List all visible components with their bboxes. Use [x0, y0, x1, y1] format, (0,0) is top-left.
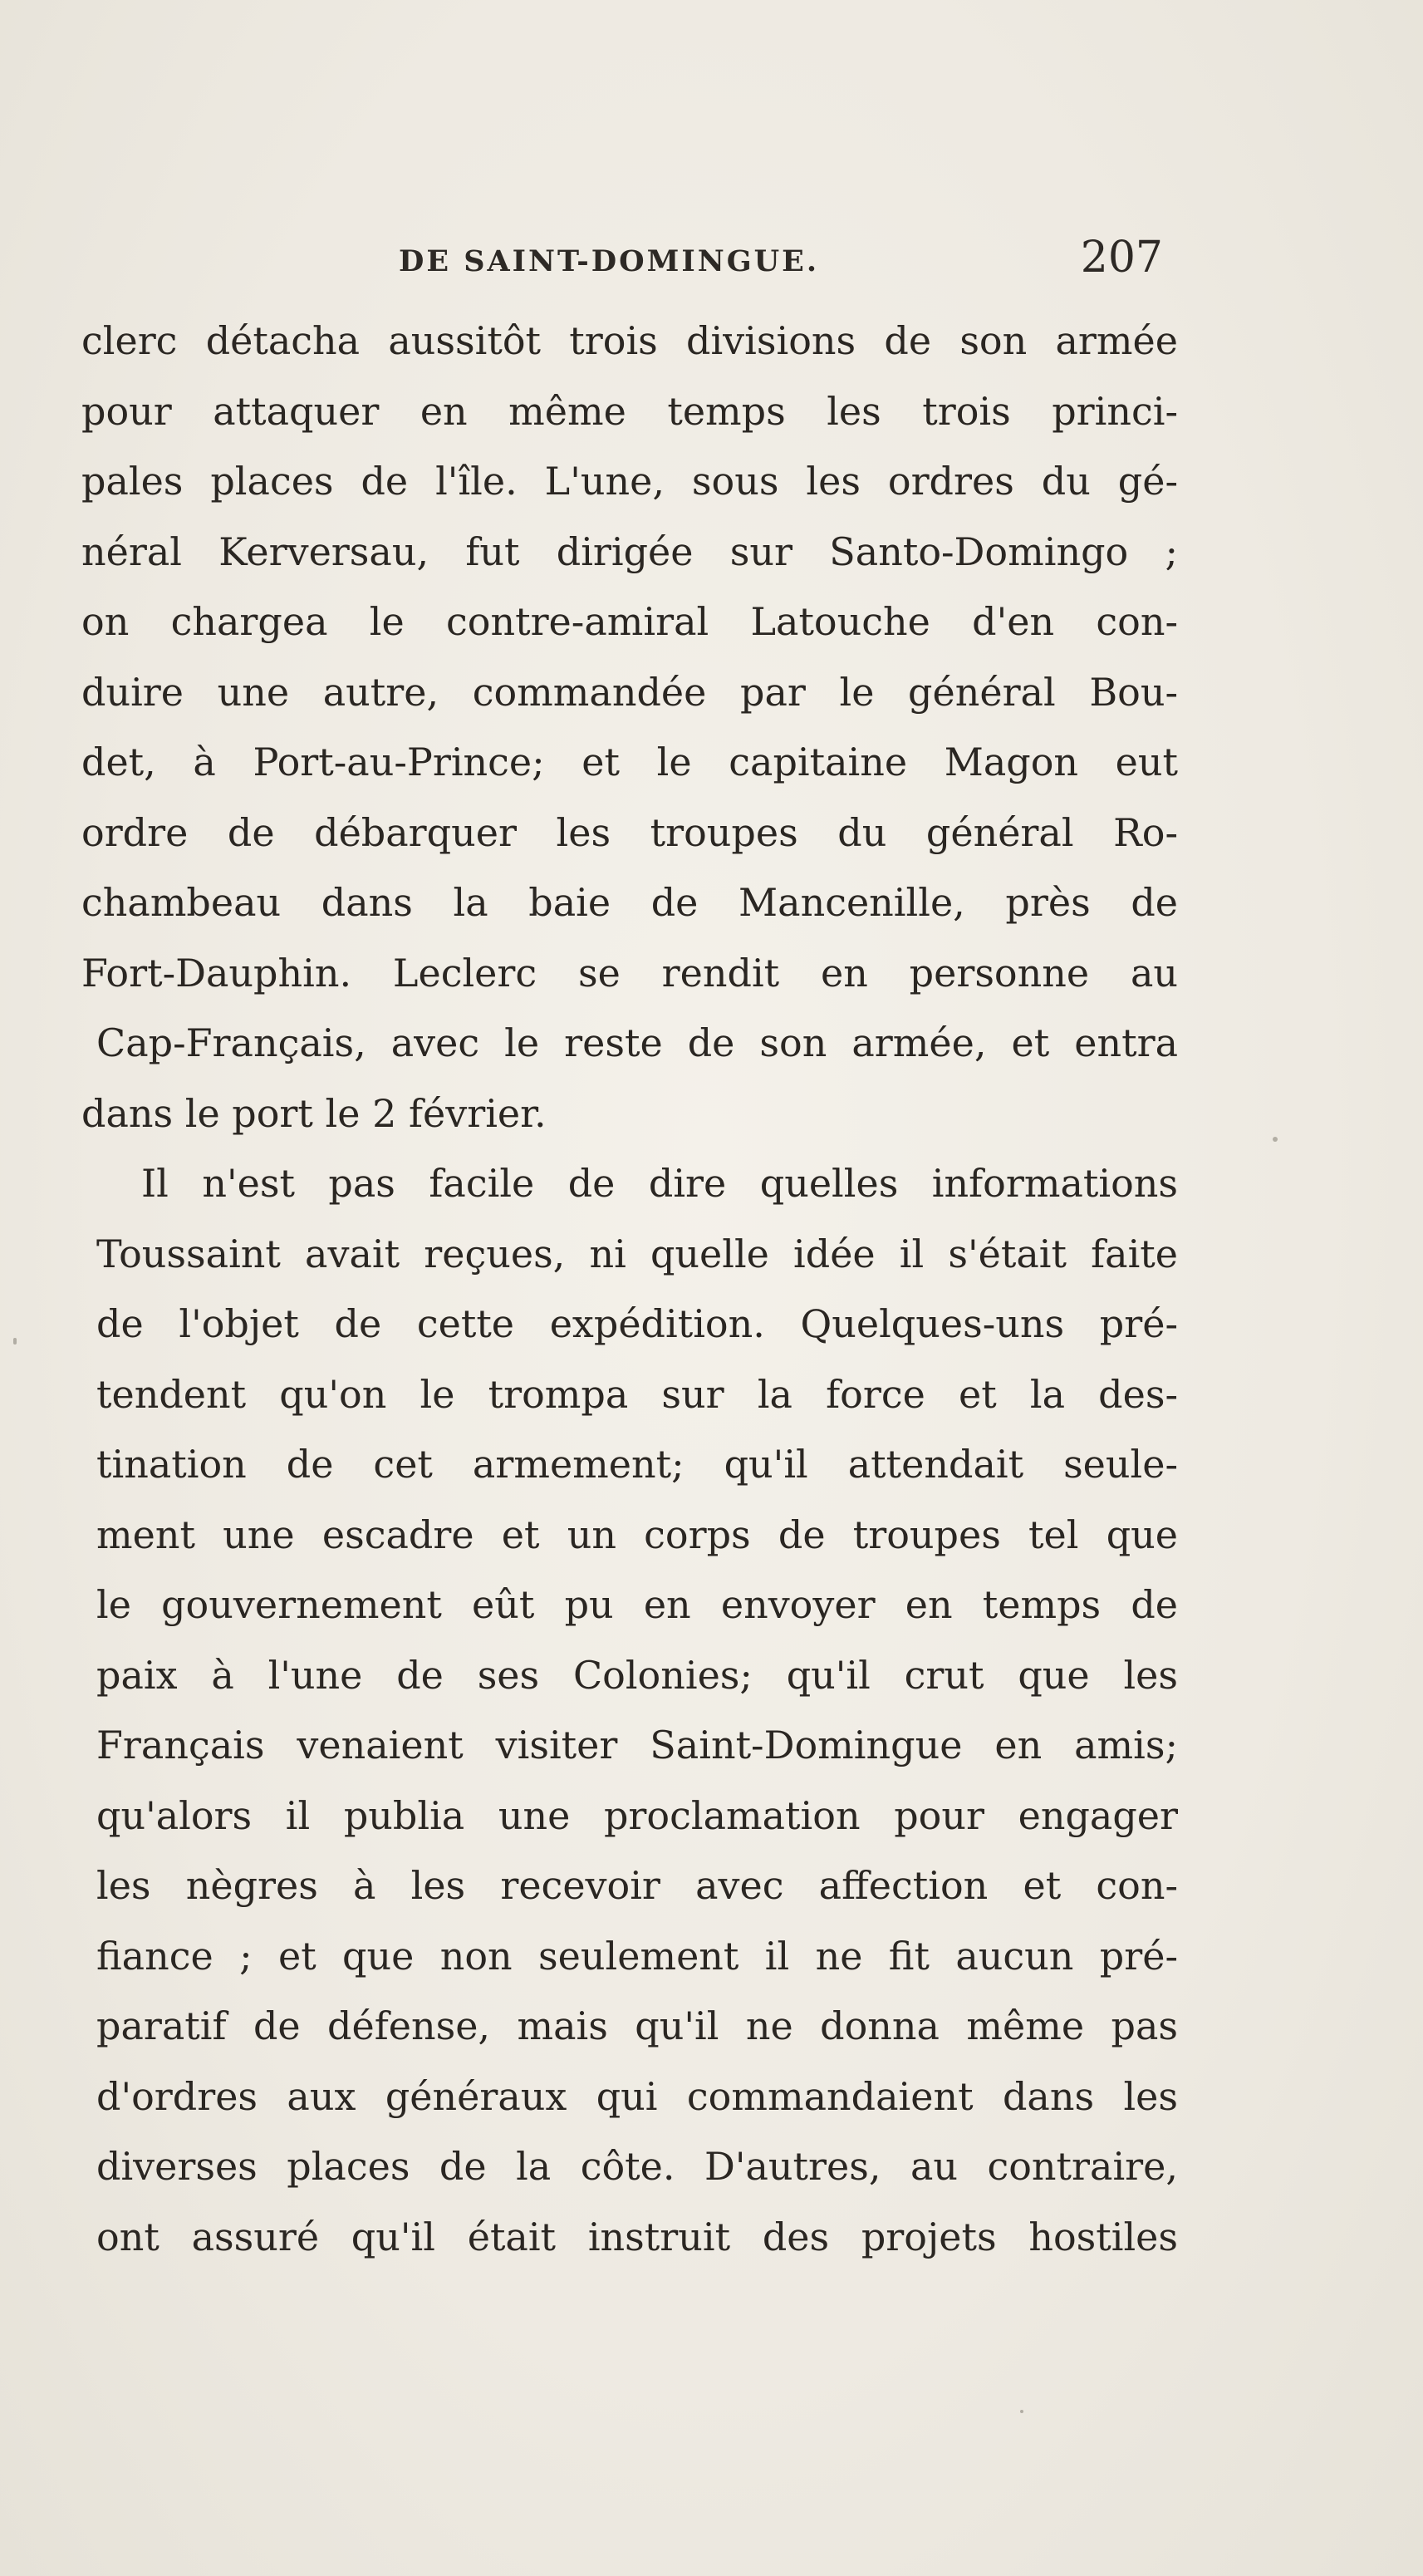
- text-line: d'ordres aux généraux qui commandaient dans les: [96, 2073, 1178, 2119]
- paper-speck: [13, 1338, 17, 1345]
- page-header: [399, 233, 1180, 291]
- text-line: de l'objet de cette expédition. Quelques-uns pré-: [96, 1301, 1178, 1346]
- text-line: Cap-Français, avec le reste de son armée, et entra: [96, 1020, 1178, 1065]
- text-line: les nègres à les recevoir avec affection et con-: [96, 1863, 1178, 1908]
- text-line: le gouvernement eût pu en envoyer en temps de: [96, 1582, 1178, 1627]
- text-line: paix à l'une de ses Colonies; qu'il crut que les: [96, 1652, 1178, 1698]
- text-line: paratif de défense, mais qu'il ne donna même pas: [96, 2003, 1178, 2048]
- text-line: diverses places de la côte. D'autres, au contraire,: [96, 2144, 1178, 2189]
- paragraph-start-line: Il n'est pas facile de dire quelles informations: [141, 1161, 1178, 1206]
- text-line: det, à Port-au-Prince; et le capitaine Magon eut: [81, 740, 1178, 784]
- page-number: 207: [1080, 233, 1163, 283]
- text-line: qu'alors il publia une proclamation pour engager: [96, 1792, 1178, 1838]
- paper-speck: [1273, 1137, 1278, 1142]
- text-line: ordre de débarquer les troupes du général Ro-: [81, 809, 1178, 855]
- running-head: DE SAINT-DOMINGUE.: [399, 244, 820, 278]
- text-line: Français venaient visiter Saint-Domingue en amis;: [96, 1723, 1178, 1767]
- text-line: chambeau dans la baie de Mancenille, près de: [81, 880, 1178, 925]
- paper-speck: [1020, 2410, 1023, 2413]
- text-line: tendent qu'on le trompa sur la force et la des-: [96, 1371, 1178, 1417]
- text-line: Toussaint avait reçues, ni quelle idée il s'était faite: [96, 1231, 1178, 1276]
- text-line: ment une escadre et un corps de troupes tel que: [96, 1512, 1178, 1557]
- text-line: pour attaquer en même temps les trois princi-: [81, 388, 1178, 434]
- text-line: on chargea le contre-amiral Latouche d'en con-: [81, 599, 1178, 644]
- text-line: ont assuré qu'il était instruit des projets hostiles: [96, 2214, 1178, 2259]
- text-line: fiance ; et que non seulement il ne fit aucun pré-: [96, 1933, 1178, 1979]
- text-line: Fort-Dauphin. Leclerc se rendit en personne au: [81, 950, 1178, 995]
- text-line: duire une autre, commandée par le général Bou-: [81, 669, 1178, 715]
- text-line: dans le port le 2 février.: [81, 1090, 547, 1136]
- text-line: tination de cet armement; qu'il attendait seule-: [96, 1442, 1178, 1487]
- body-text: [81, 306, 1178, 2272]
- text-line: clerc détacha aussitôt trois divisions de son armée: [81, 318, 1178, 363]
- text-line: néral Kerversau, fut dirigée sur Santo-Domingo ;: [81, 528, 1178, 574]
- text-line: pales places de l'île. L'une, sous les ordres du gé-: [81, 459, 1178, 504]
